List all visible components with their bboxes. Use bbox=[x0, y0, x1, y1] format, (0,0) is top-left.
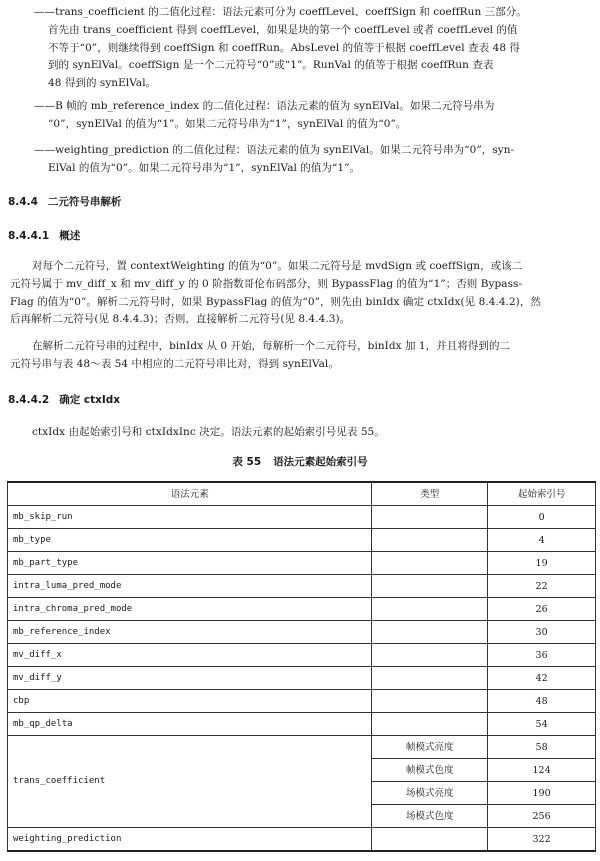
text-line: 首先由 trans_coefficient 得到 coeffLevel，如果是块的第一个 coeffLevel 或者 coeffLevel 的值 bbox=[48, 23, 518, 36]
start-index-cell: 22 bbox=[488, 575, 596, 598]
table-row bbox=[8, 575, 596, 598]
start-index-cell: 0 bbox=[488, 506, 596, 529]
type-cell bbox=[372, 552, 488, 575]
weighting-prediction-paragraph bbox=[34, 142, 590, 178]
table-header-row bbox=[8, 482, 596, 506]
start-index-cell: 58 bbox=[488, 736, 596, 759]
start-index-cell: 42 bbox=[488, 667, 596, 690]
table-caption bbox=[0, 454, 600, 469]
type-cell bbox=[372, 713, 488, 736]
type-cell: 帧模式色度 bbox=[372, 759, 488, 782]
header-type: 类型 bbox=[372, 482, 488, 506]
start-index-cell: 48 bbox=[488, 690, 596, 713]
syntax-element-cell: mb_qp_delta bbox=[8, 713, 372, 736]
table-row bbox=[8, 529, 596, 552]
type-cell bbox=[372, 598, 488, 621]
type-cell: 帧模式亮度 bbox=[372, 736, 488, 759]
type-cell bbox=[372, 690, 488, 713]
start-index-cell: 19 bbox=[488, 552, 596, 575]
parsing-paragraph bbox=[10, 338, 598, 374]
table-row bbox=[8, 736, 596, 759]
start-index-cell: 30 bbox=[488, 621, 596, 644]
text-line: “0”，synElVal 的值为“1”。如果二元符号串为“1”，synElVal 的值为“0”。 bbox=[48, 117, 407, 130]
table-row bbox=[8, 713, 596, 736]
section-number: 8.4.4 bbox=[8, 196, 38, 208]
section-heading-8-4-4-1 bbox=[8, 228, 80, 243]
section-number: 8.4.4.1 bbox=[8, 230, 50, 242]
start-index-cell: 54 bbox=[488, 713, 596, 736]
section-heading-8-4-4 bbox=[8, 194, 121, 209]
trans-coefficient-paragraph bbox=[34, 4, 590, 93]
syntax-element-cell: intra_chroma_pred_mode bbox=[8, 598, 372, 621]
table-row bbox=[8, 690, 596, 713]
type-cell bbox=[372, 506, 488, 529]
text-line: 不等于“0”，则继续得到 coeffSign 和 coeffRun。AbsLevel 的值等于根据 coeffLevel 查表 48 得 bbox=[48, 41, 520, 54]
ctxidx-paragraph bbox=[32, 424, 588, 442]
syntax-element-cell: mv_diff_y bbox=[8, 667, 372, 690]
syntax-element-cell: intra_luma_pred_mode bbox=[8, 575, 372, 598]
text-line: ——weighting_prediction 的二值化过程：语法元素的值为 synElVal。如果二元符号串为“0”，syn- bbox=[34, 144, 515, 156]
syntax-element-cell: mb_reference_index bbox=[8, 621, 372, 644]
start-index-cell: 190 bbox=[488, 782, 596, 805]
text-line: 48 得到的 synElVal。 bbox=[48, 77, 157, 90]
syntax-element-cell: trans_coefficient bbox=[8, 736, 372, 828]
section-number: 8.4.4.2 bbox=[8, 394, 50, 406]
table-row bbox=[8, 598, 596, 621]
start-index-cell: 256 bbox=[488, 805, 596, 828]
section-title: 概述 bbox=[59, 230, 81, 242]
text-line: ctxIdx 由起始索引号和 ctxIdxInc 决定。语法元素的起始索引号见表 55。 bbox=[32, 426, 385, 438]
start-index-cell: 26 bbox=[488, 598, 596, 621]
syntax-element-cell: mb_skip_run bbox=[8, 506, 372, 529]
syntax-element-cell: mb_part_type bbox=[8, 552, 372, 575]
type-cell bbox=[372, 575, 488, 598]
text-line: 对每个二元符号，置 contextWeighting 的值为“0”。如果二元符号是 mvdSign 或 coeffSign，或该二 bbox=[32, 260, 523, 272]
type-cell bbox=[372, 644, 488, 667]
type-cell bbox=[372, 828, 488, 852]
section-title: 确定 ctxIdx bbox=[59, 394, 121, 406]
text-line: Flag 的值为“0”。解析二元符号时，如果 BypassFlag 的值为“0”，则先由 binIdx 确定 ctxIdx(见 8.4.4.2)，然 bbox=[10, 295, 541, 308]
table-row bbox=[8, 552, 596, 575]
syntax-element-cell: weighting_prediction bbox=[8, 828, 372, 852]
section-heading-8-4-4-2 bbox=[8, 392, 120, 407]
type-cell: 场模式色度 bbox=[372, 805, 488, 828]
header-syntax-element: 语法元素 bbox=[8, 482, 372, 506]
type-cell bbox=[372, 621, 488, 644]
table-row bbox=[8, 828, 596, 852]
start-index-cell: 4 bbox=[488, 529, 596, 552]
syntax-element-cell: cbp bbox=[8, 690, 372, 713]
text-line: ElVal 的值为“0”。如果二元符号串为“1”，synElVal 的值为“1”。 bbox=[48, 161, 361, 174]
text-line: ——trans_coefficient 的二值化过程：语法元素可分为 coeffLevel、coeffSign 和 coeffRun 三部分。 bbox=[34, 6, 527, 18]
table-row bbox=[8, 667, 596, 690]
table-row bbox=[8, 621, 596, 644]
syntax-element-cell: mb_type bbox=[8, 529, 372, 552]
text-line: 到的 synElVal。coeffSign 是一个二元符号“0”或“1”。RunVal 的值等于根据 coeffRun 查表 bbox=[48, 59, 494, 72]
header-start-index: 起始索引号 bbox=[488, 482, 596, 506]
mb-reference-index-paragraph bbox=[34, 98, 590, 134]
syntax-element-cell: mv_diff_x bbox=[8, 644, 372, 667]
syntax-element-start-index-table bbox=[7, 481, 596, 852]
text-line: 在解析二元符号串的过程中，binIdx 从 0 开始，每解析一个二元符号，binIdx 加 1，并且将得到的二 bbox=[32, 340, 511, 352]
type-cell bbox=[372, 529, 488, 552]
start-index-cell: 322 bbox=[488, 828, 596, 852]
table-row bbox=[8, 506, 596, 529]
table-number: 表 55 bbox=[232, 456, 262, 468]
text-line: 后再解析二元符号(见 8.4.4.3)；否则，直接解析二元符号(见 8.4.4.3)。 bbox=[10, 313, 351, 326]
type-cell bbox=[372, 667, 488, 690]
section-title: 二元符号串解析 bbox=[47, 196, 122, 208]
type-cell: 场模式亮度 bbox=[372, 782, 488, 805]
text-line: 元符号属于 mv_diff_x 和 mv_diff_y 的 0 阶指数哥伦布码部分，则 BypassFlag 的值为“1”；否则 Bypass- bbox=[10, 277, 523, 290]
start-index-cell: 36 bbox=[488, 644, 596, 667]
text-line: 元符号串与表 48～表 54 中相应的二元符号串比对，得到 synElVal。 bbox=[10, 357, 339, 370]
text-line: ——B 帧的 mb_reference_index 的二值化过程：语法元素的值为 synElVal。如果二元符号串为 bbox=[34, 100, 495, 112]
table-title: 语法元素起始索引号 bbox=[273, 456, 368, 468]
table-row bbox=[8, 644, 596, 667]
overview-paragraph bbox=[10, 258, 598, 329]
start-index-cell: 124 bbox=[488, 759, 596, 782]
